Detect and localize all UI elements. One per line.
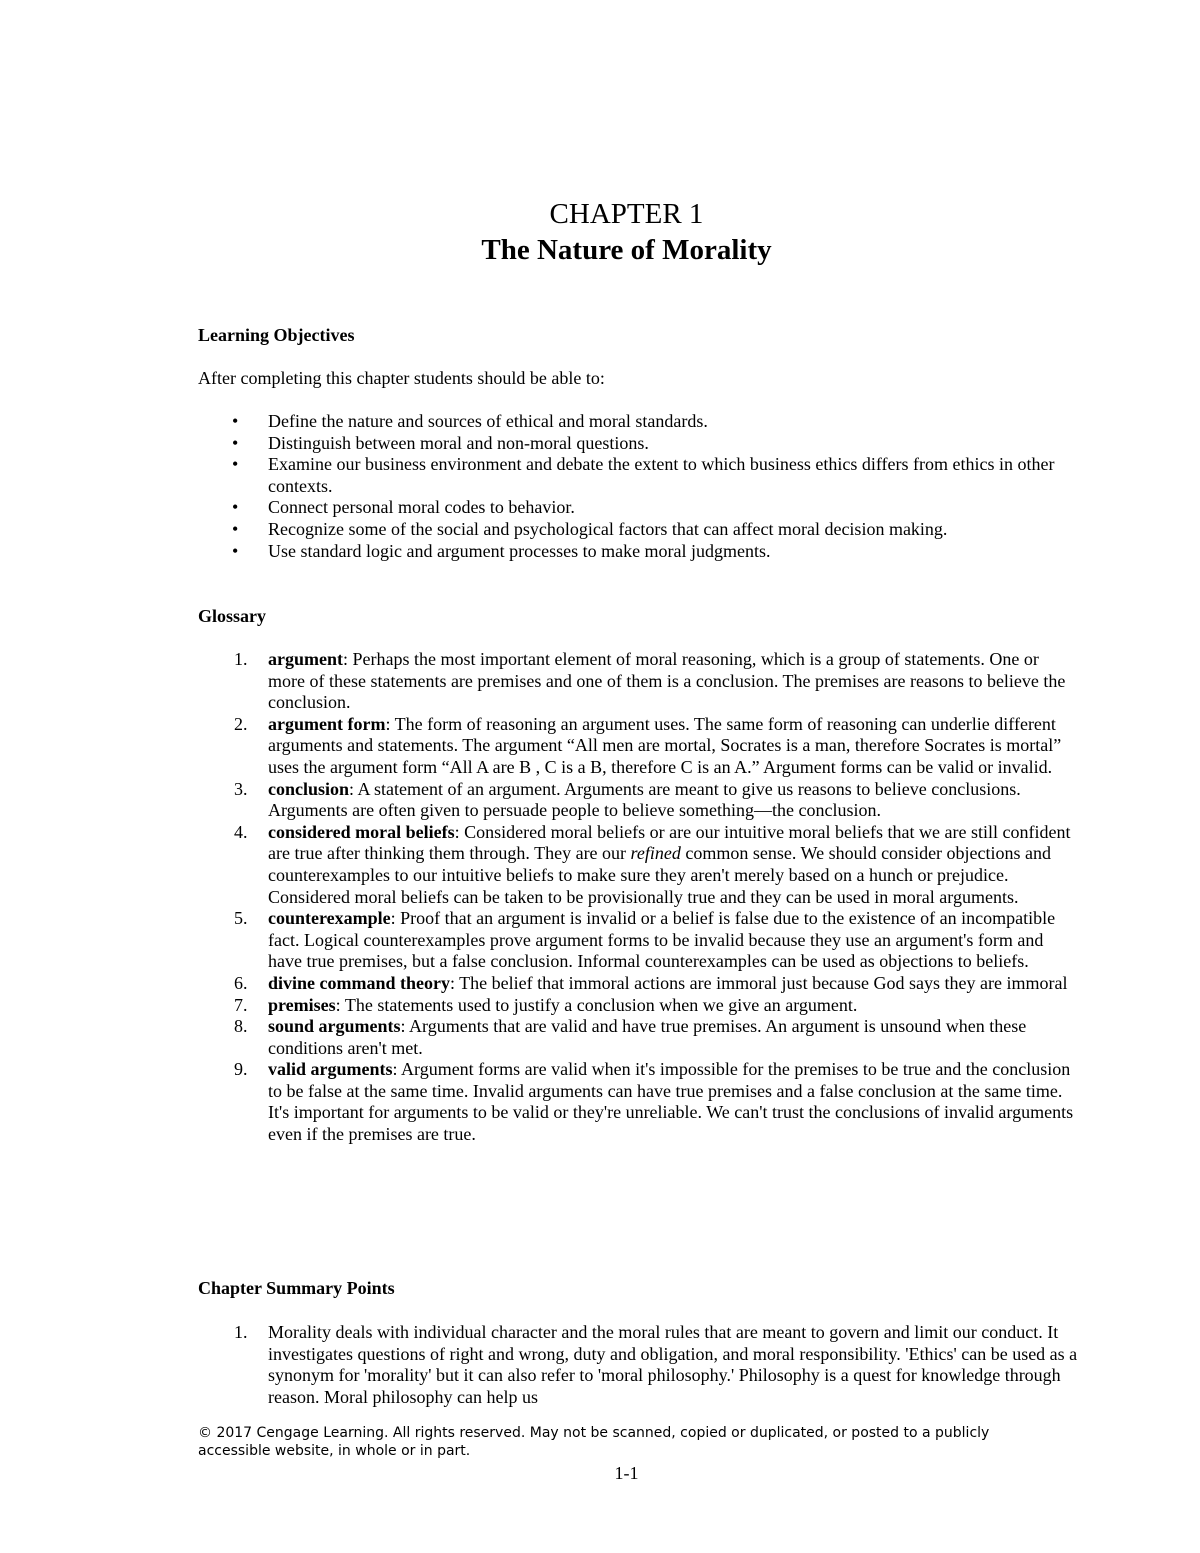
list-item: • Use standard logic and argument processes to make moral judgments. (232, 540, 771, 561)
glossary-term: conclusion (268, 778, 350, 799)
summary-item: 1. Morality deals with individual character and the moral rules that are meant to govern and limit our conduct. It investigates questions of right and wrong, duty and obligation, and moral responsibility. 'Ethics' can be used as a synonym for 'morality' but it can also refer to 'moral philosophy.' Philosophy is a quest for knowledge through reason. Moral philosophy can help us (234, 1322, 1078, 1407)
bullet-icon: • (232, 497, 239, 518)
glossary-list (198, 649, 1078, 1146)
glossary-item: 7. premises: The statements used to justify a conclusion when we give an argument. (234, 994, 858, 1015)
glossary-term: premises (268, 994, 336, 1015)
glossary-item: 1. argument: Perhaps the most important element of moral reasoning, which is a group of statements. One or more of these statements are premises and one of them is a conclusion. The premises are reasons to believe the conclusion. (234, 649, 1066, 713)
learning-objectives-heading: Learning Objectives (198, 325, 355, 345)
glossary-heading: Glossary (198, 606, 267, 626)
glossary-term: argument form (268, 713, 386, 734)
chapter-title: The Nature of Morality (481, 234, 772, 266)
page-number: 1-1 (614, 1463, 639, 1483)
glossary-item: 5. counterexample: Proof that an argument is invalid or a belief is false due to the existence of an incompatible fact. Logical counterexamples prove argument forms to be invalid because they use an argument's form and have true premises, but a false conclusion. Informal counterexamples can be used as objections to beliefs. (234, 908, 1056, 972)
glossary-term: divine command theory (268, 972, 450, 993)
glossary-term: valid arguments (268, 1059, 393, 1080)
glossary-term: argument (268, 649, 343, 669)
summary-heading: Chapter Summary Points (198, 1278, 395, 1298)
bullet-icon: • (232, 454, 239, 475)
summary-list (198, 1322, 1078, 1408)
glossary-item: 8. sound arguments: Arguments that are valid and have true premises. An argument is unsound when these conditions aren't met. (234, 1016, 1027, 1058)
glossary-item: 3. conclusion: A statement of an argument. Arguments are meant to give us reasons to believe conclusions. Arguments are often given to persuade people to believe something—the conclusion. (234, 778, 1021, 821)
list-item: • Define the nature and sources of ethical and moral standards. (232, 411, 708, 431)
glossary-item: 2. argument form: The form of reasoning an argument uses. The same form of reasoning can underlie different arguments and statements. The argument “All men are mortal, Socrates is a man, therefore Socrates is mortal” uses the argument form “All A are B , C is a B, therefore C is an A.” Argument forms can be valid or invalid. (234, 713, 1062, 777)
list-item: • Recognize some of the social and psychological factors that can affect moral decision making. (232, 518, 948, 539)
list-item: • Connect personal moral codes to behavior. (232, 497, 575, 518)
list-item: • Examine our business environment and debate the extent to which business ethics differs from ethics in other contexts. (232, 454, 1055, 496)
glossary-item: 4. considered moral beliefs: Considered moral beliefs or are our intuitive moral beliefs that we are still confident are true after thinking them through. They are our refined common sense. We should consider objections and counterexamples to our intuitive beliefs to make sure they aren't merely based on a hunch or prejudice. Considered moral beliefs can be taken to be provisionally true and they can be used in moral arguments. (234, 821, 1071, 907)
glossary-term: sound arguments (268, 1016, 401, 1037)
bullet-icon: • (232, 518, 239, 539)
glossary-item: 6. divine command theory: The belief that immoral actions are immoral just because God says they are immoral (234, 972, 1068, 993)
learning-objectives-intro: After completing this chapter students should be able to: (198, 368, 605, 388)
bullet-icon: • (232, 540, 239, 561)
objectives-list (198, 411, 1078, 562)
chapter-number: CHAPTER 1 (549, 198, 704, 230)
list-item: • Distinguish between moral and non-moral questions. (232, 432, 649, 453)
bullet-icon: • (232, 432, 239, 453)
glossary-term: counterexample (268, 908, 391, 929)
glossary-item: 9. valid arguments: Argument forms are valid when it's impossible for the premises to be true and the conclusion to be false at the same time. Invalid arguments can have true premises and a false conclusion at the same time. It's important for arguments to be valid or they're unreliable. We can't trust the conclusions of invalid arguments even if the premises are true. (234, 1059, 1074, 1145)
copyright-footer: © 2017 Cengage Learning. All rights reserved. May not be scanned, copied or duplicated, or posted to a publicly accessible website, in whole or in part. (198, 1425, 990, 1459)
glossary-term: considered moral beliefs (268, 821, 455, 842)
bullet-icon: • (232, 411, 239, 431)
